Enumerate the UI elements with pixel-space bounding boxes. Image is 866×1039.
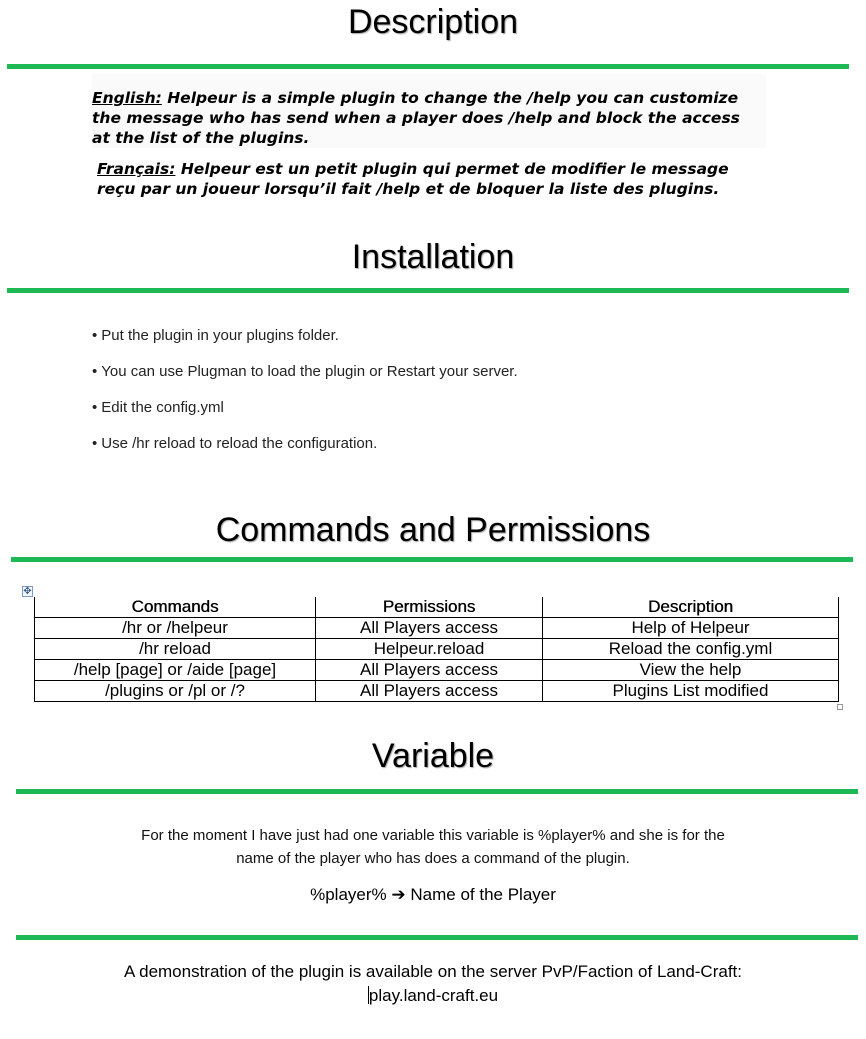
description-cell: Reload the config.yml: [543, 639, 839, 660]
bullet-icon: •: [92, 363, 98, 380]
description-cell: Plugins List modified: [543, 681, 839, 702]
table-row: [35, 660, 839, 681]
table-row: [35, 618, 839, 639]
french-description: [97, 159, 767, 199]
section-divider: [16, 789, 858, 794]
table-resize-handle[interactable]: [837, 704, 843, 710]
variable-description-line2: name of the player who has does a command of the plugin.: [236, 850, 630, 867]
english-description: [92, 88, 762, 148]
step-text: You can use Plugman to load the plugin or Restart your server.: [101, 363, 518, 380]
bullet-icon: •: [92, 435, 98, 452]
command-cell: /help [page] or /aide [page]: [35, 660, 316, 681]
permission-cell: All Players access: [316, 618, 543, 639]
command-cell: /hr reload: [35, 639, 316, 660]
permission-cell: All Players access: [316, 681, 543, 702]
list-item: [92, 358, 518, 394]
column-header-permissions: Permissions: [316, 597, 543, 618]
english-text: Helpeur is a simple plugin to change the /help you can customize the message who has send when a player does /help and block the access at the list of the plugins.: [92, 89, 740, 147]
bullet-icon: •: [92, 327, 98, 344]
variable-example: [0, 885, 866, 905]
installation-steps: [92, 322, 518, 466]
step-text: Use /hr reload to reload the configuration.: [101, 435, 378, 452]
list-item: [92, 394, 518, 430]
right-arrow-icon: ➔: [391, 885, 406, 904]
description-heading: Description: [347, 3, 519, 41]
variable-heading: Variable: [371, 737, 495, 775]
step-text: Put the plugin in your plugins folder.: [101, 327, 339, 344]
french-text: Helpeur est un petit plugin qui permet de modifier le message reçu par un joueur lorsqu’il fait /help et de bloquer la liste des plugins.: [97, 160, 729, 198]
demo-line: A demonstration of the plugin is available on the server PvP/Faction of Land-Craft:: [123, 962, 742, 981]
table-header-row: [35, 597, 839, 618]
step-text: Edit the config.yml: [101, 399, 224, 416]
list-item: [92, 322, 518, 358]
english-label: English:: [92, 89, 162, 107]
variable-description-line1: For the moment I have just had one variable this variable is %player% and she is for the: [141, 827, 725, 844]
permission-cell: Helpeur.reload: [316, 639, 543, 660]
server-address[interactable]: play.land-craft.eu: [368, 986, 499, 1005]
list-item: [92, 430, 518, 466]
demo-server: [0, 984, 866, 1008]
column-header-description: Description: [543, 597, 839, 618]
section-divider: [11, 557, 853, 562]
french-label: Français:: [97, 160, 176, 178]
table-row: [35, 639, 839, 660]
installation-heading: Installation: [351, 238, 515, 276]
column-header-commands: Commands: [35, 597, 316, 618]
variable-token: %player%: [310, 885, 387, 904]
description-cell: Help of Helpeur: [543, 618, 839, 639]
move-handle-icon[interactable]: ✥: [23, 586, 32, 597]
command-cell: /hr or /helpeur: [35, 618, 316, 639]
description-cell: View the help: [543, 660, 839, 681]
table-row: [35, 681, 839, 702]
section-divider: [7, 64, 849, 69]
section-divider: [7, 288, 849, 293]
commands-heading: Commands and Permissions: [215, 511, 651, 549]
bullet-icon: •: [92, 399, 98, 416]
permission-cell: All Players access: [316, 660, 543, 681]
section-divider: [16, 935, 858, 940]
command-cell: /plugins or /pl or /?: [35, 681, 316, 702]
commands-table: [34, 597, 839, 702]
variable-meaning: Name of the Player: [410, 885, 556, 904]
